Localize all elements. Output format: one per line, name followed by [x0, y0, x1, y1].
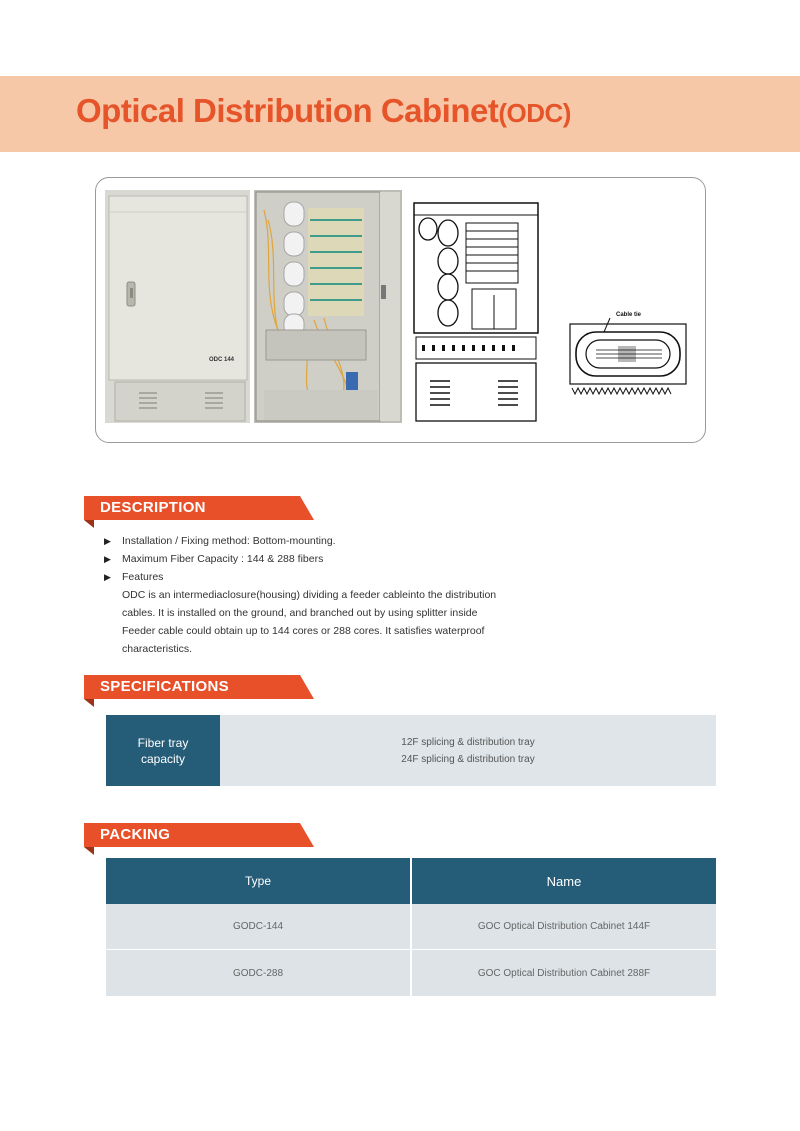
cell-name: GOC Optical Distribution Cabinet 144F	[410, 904, 716, 949]
cabinet-label: ODC 144	[209, 357, 235, 363]
description-bullet: ▶ Features	[104, 568, 544, 586]
features-line: characteristics.	[122, 643, 193, 655]
features-line: Feeder cable could obtain up to 144 cores or 288 cores. It satisfies waterproof	[122, 625, 485, 637]
spec-value: 24F splicing & distribution tray	[401, 754, 535, 765]
description-heading: DESCRIPTION	[100, 499, 206, 516]
cell-type: GODC-288	[232, 967, 283, 979]
heading-fold	[84, 847, 94, 855]
packing-header-row	[106, 858, 716, 904]
cell-type: GODC-144	[232, 921, 283, 932]
description-bullet: ▶ Installation / Fixing method: Bottom-mounting.	[104, 532, 544, 550]
cabinet-closed-image	[105, 190, 250, 423]
packing-heading-tab	[84, 823, 314, 847]
cable-tie-label: Cable tie	[616, 312, 642, 318]
splice-tray-diagram	[566, 304, 690, 404]
description-heading-tab	[84, 496, 314, 520]
cabinet-open-image	[254, 190, 402, 423]
heading-fold	[84, 699, 94, 707]
features-line: ODC is an intermediaclosure(housing) dividing a feeder cableinto the distribution	[122, 589, 497, 601]
heading-fold	[84, 520, 94, 528]
page-title-suffix: (ODC)	[498, 98, 571, 128]
specifications-heading-tab	[84, 675, 314, 699]
column-header-type: Type	[244, 874, 271, 888]
spec-value-cell	[220, 715, 716, 786]
table-row	[106, 904, 716, 950]
table-row	[106, 950, 716, 996]
features-line: cables. It is installed on the ground, and branched out by using splitter inside	[122, 607, 478, 619]
description-body	[104, 532, 544, 658]
cell-name: GOC Optical Distribution Cabinet 288F	[410, 950, 716, 996]
page-title-main: Optical Distribution Cabinet	[76, 92, 499, 129]
specifications-heading: SPECIFICATIONS	[100, 678, 229, 695]
specifications-table	[106, 715, 716, 786]
packing-heading: PACKING	[100, 826, 171, 843]
page-title	[76, 92, 571, 130]
cabinet-front-drawing	[408, 195, 548, 423]
spec-label-cell	[106, 715, 220, 786]
product-image-frame	[95, 177, 706, 443]
spec-label-line: capacity	[140, 752, 186, 766]
spec-label-line: Fiber tray	[137, 736, 189, 750]
description-bullet: ▶ Maximum Fiber Capacity : 144 & 288 fibers	[104, 550, 544, 568]
column-header-name: Name	[410, 858, 716, 904]
spec-value: 12F splicing & distribution tray	[401, 737, 535, 748]
packing-table	[106, 858, 716, 996]
